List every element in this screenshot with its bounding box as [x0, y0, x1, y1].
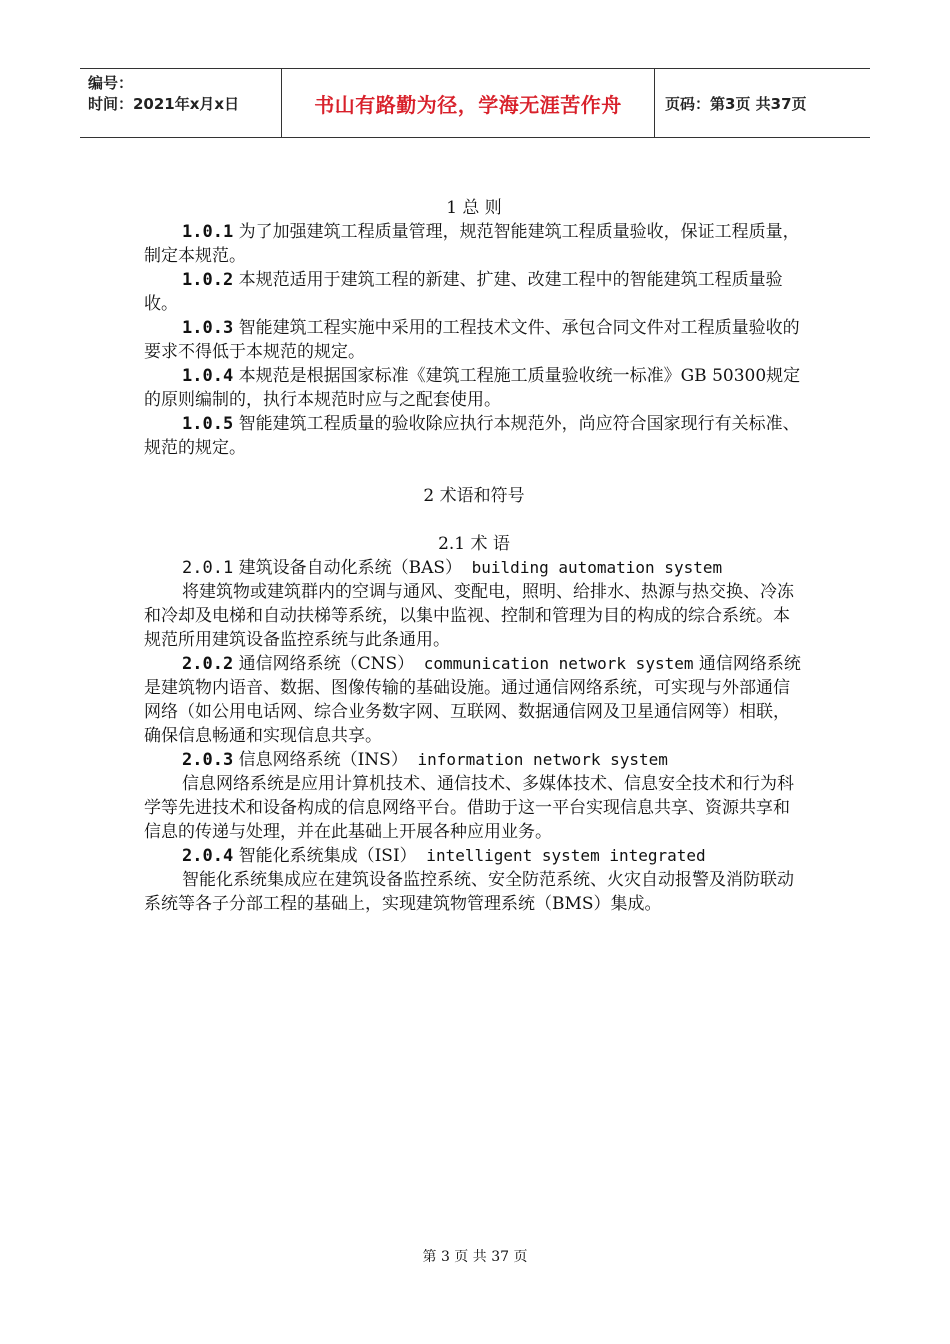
clause-1-0-3: [144, 316, 804, 364]
section-2-1-title: 2.1 术 语: [438, 534, 510, 554]
clause-1-0-5: [144, 412, 804, 460]
document-number-label: 编号：: [88, 74, 134, 92]
clause-number: 1.0.5: [182, 414, 234, 434]
clause-1-0-2: [144, 268, 804, 316]
clause-number: 2.0.2: [182, 654, 234, 674]
header-page-label: 页码：第3页 共37页: [665, 94, 807, 113]
term-name-en: communication network system: [414, 654, 694, 673]
page-footer: 第 3 页 共 37 页: [422, 1249, 528, 1265]
clause-text: 智能建筑工程实施中采用的工程技术文件、承包合同文件对工程质量验收的要求不得低于本规范的规定。: [144, 318, 800, 362]
term-2-0-1-definition: 将建筑物或建筑群内的空调与通风、变配电，照明、给排水、热源与热交换、冷冻和冷却及电梯和自动扶梯等系统，以集中监视、控制和管理为目的构成的综合系统。本规范所用建筑设备监控系统与此条通用。: [144, 582, 794, 650]
term-2-0-2: [144, 652, 804, 748]
clause-text: 本规范适用于建筑工程的新建、扩建、改建工程中的智能建筑工程质量验收。: [144, 270, 783, 314]
clause-number: 2.0.1: [182, 558, 234, 578]
clause-number: 1.0.1: [182, 222, 234, 242]
term-name-en: intelligent system integrated: [416, 846, 706, 865]
section-2-title: 2 术语和符号: [423, 486, 525, 506]
clause-number: 1.0.3: [182, 318, 234, 338]
clause-number: 2.0.4: [182, 846, 234, 866]
term-name-cn: 信息网络系统（INS）: [233, 750, 408, 770]
section-1-title: 1 总 则: [446, 198, 502, 218]
term-2-0-4-definition: 智能化系统集成应在建筑设备监控系统、安全防范系统、火灾自动报警及消防联动系统等各子分部工程的基础上，实现建筑物管理系统（BMS）集成。: [144, 870, 794, 914]
clause-text: 智能建筑工程质量的验收除应执行本规范外，尚应符合国家现行有关标准、规范的规定。: [144, 414, 800, 458]
clause-number: 2.0.3: [182, 750, 234, 770]
term-definition: 通信网络系统是建筑物内语音、数据、图像传输的基础设施。通过通信网络系统，可实现与外部通信网络（如公用电话网、综合业务数字网、互联网、数据通信网及卫星通信网等）相联，确保信息畅通和实现信息共享。: [144, 654, 801, 746]
header-meta: [80, 69, 282, 137]
term-2-0-3-definition: 信息网络系统是应用计算机技术、通信技术、多媒体技术、信息安全技术和行为科学等先进技术和设备构成的信息网络平台。借助于这一平台实现信息共享、资源共享和信息的传递与处理，并在此基础上开展各种应用业务。: [144, 774, 794, 842]
clause-number: 1.0.2: [182, 270, 234, 290]
document-date-label: 时间：2021年x月x日: [88, 95, 240, 113]
page-header: [80, 68, 870, 138]
clause-text: 为了加强建筑工程质量管理，规范智能建筑工程质量验收，保证工程质量，制定本规范。: [144, 222, 800, 266]
clause-number: 1.0.4: [182, 366, 234, 386]
term-name-cn: 智能化系统集成（ISI）: [233, 846, 417, 866]
term-2-0-3-heading: [144, 748, 804, 772]
clause-1-0-1: [144, 220, 804, 268]
header-motto: 书山有路勤为径，学海无涯苦作舟: [282, 69, 655, 137]
term-name-cn: 通信网络系统（CNS）: [233, 654, 415, 674]
term-name-en: building automation system: [462, 558, 723, 577]
term-name-en: information network system: [407, 750, 668, 769]
term-2-0-1-heading: [144, 556, 804, 580]
document-body: [144, 196, 804, 916]
term-2-0-4-heading: [144, 844, 804, 868]
term-name-cn: 建筑设备自动化系统（BAS）: [233, 558, 463, 578]
clause-1-0-4: [144, 364, 804, 412]
clause-text: 本规范是根据国家标准《建筑工程施工质量验收统一标准》GB 50300规定的原则编制的，执行本规范时应与之配套使用。: [144, 366, 801, 410]
